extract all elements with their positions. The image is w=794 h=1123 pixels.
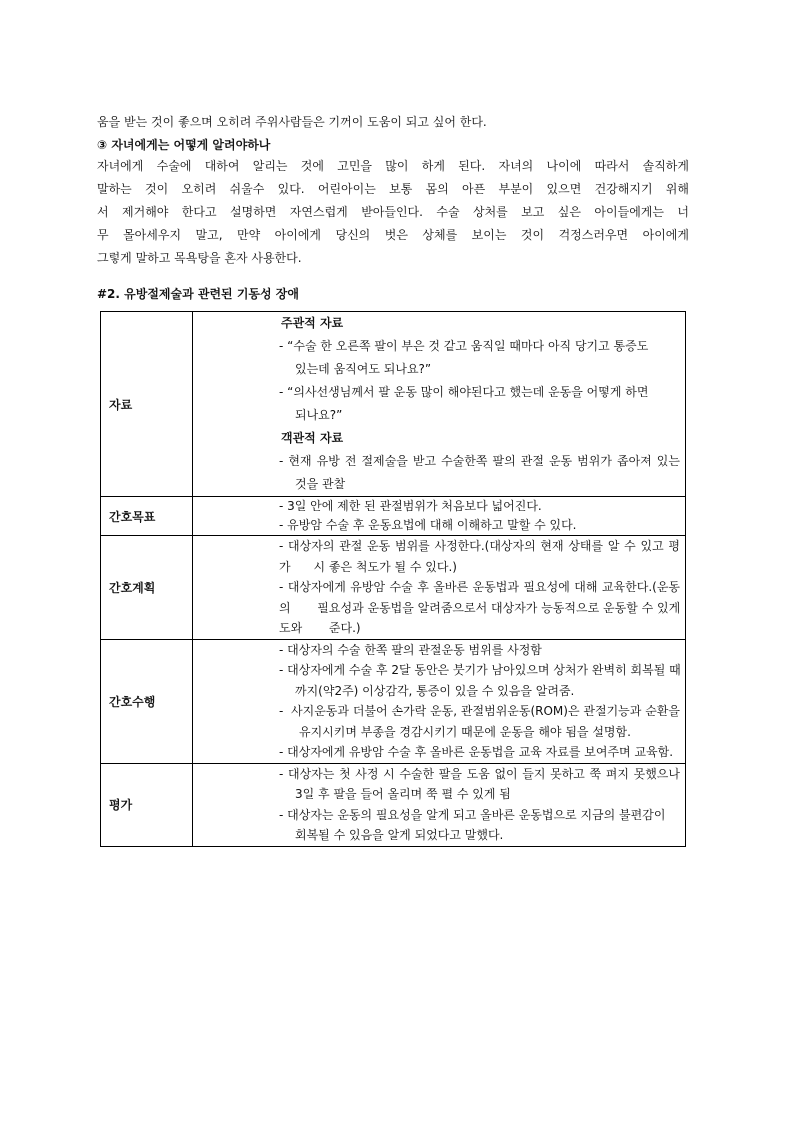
evaluation-line: 3일 후 팔을 들어 올리며 쭉 펼 수 있게 됨 bbox=[295, 787, 511, 801]
subjective-line: - “의사선생님께서 팔 운동 많이 해야된다고 했는데 운동을 어떻게 하면 bbox=[279, 385, 649, 399]
subjective-title: 주관적 자료 bbox=[281, 316, 344, 330]
section-title: #2. 유방절제술과 관련된 기동성 장애 bbox=[97, 287, 299, 301]
label-data: 자료 bbox=[101, 312, 193, 497]
label-evaluation: 평가 bbox=[101, 763, 193, 846]
paragraph-line: 그렇게 말하고 목욕탕을 혼자 사용한다. bbox=[97, 251, 302, 265]
row-data bbox=[101, 312, 686, 497]
implementation-line: 유지시키며 부종을 경감시키기 때문에 운동을 해야 됨을 설명함. bbox=[299, 724, 631, 739]
paragraph-line: 무 몰아세우지 말고, 만약 아이에게 당신의 벗은 상체를 보이는 것이 걱정스러우면 아이에게 bbox=[97, 228, 689, 242]
objective-title: 객관적 자료 bbox=[281, 431, 344, 445]
subjective-line: 있는데 움직여도 되나요?” bbox=[295, 362, 432, 376]
implementation-line: - 대상자의 수술 한쪽 팔의 관절운동 범위를 사정함 bbox=[279, 642, 542, 657]
evaluation-line: - 대상자는 운동의 필요성을 알게 되고 올바른 운동법으로 지금의 불편감이 bbox=[279, 807, 666, 822]
implementation-line: - 대상자에게 유방암 수술 후 올바른 운동법을 교육 자료를 보여주며 교육함. bbox=[279, 745, 674, 759]
row-goal bbox=[101, 497, 686, 536]
children-paragraph bbox=[97, 155, 689, 270]
cell-implementation bbox=[193, 639, 686, 763]
paragraph-line: 말하는 것이 오히려 쉬울수 있다. 어린아이는 보통 몸의 아픈 부분이 있으면 건강해지기 위해 bbox=[97, 182, 689, 196]
intro-line: 움을 받는 것이 좋으며 오히려 주위사람들은 기꺼이 도움이 되고 싶어 한다. bbox=[97, 115, 487, 129]
row-evaluation bbox=[101, 763, 686, 846]
goal-line: - 3일 안에 제한 된 관절범위가 처음보다 넓어진다. bbox=[279, 499, 542, 513]
row-implementation bbox=[101, 639, 686, 763]
objective-line: 것을 관찰 bbox=[295, 477, 346, 491]
evaluation-line: - 대상자는 첫 사정 시 수술한 팔을 도움 없이 들지 못하고 쭉 펴지 못했으나 bbox=[279, 766, 680, 781]
implementation-line: - 대상자에게 수술 후 2달 동안은 붓기가 남아있으며 상처가 완벽히 회복될 때 bbox=[279, 663, 681, 677]
label-implementation: 간호수행 bbox=[101, 639, 193, 763]
cell-goal bbox=[193, 497, 686, 536]
row-plan bbox=[101, 536, 686, 640]
paragraph-line: 서 제거해야 한다고 설명하면 자연스럽게 받아들인다. 수술 상처를 보고 싶은 아이들에게는 너 bbox=[97, 205, 689, 219]
nursing-plan-table bbox=[100, 311, 686, 847]
subjective-line: 되나요?” bbox=[295, 408, 343, 422]
plan-line: - 대상자의 관절 운동 범위를 사정한다.(대상자의 현재 상태를 알 수 있고 평 bbox=[279, 539, 680, 553]
subjective-line: - “수술 한 오른쪽 팔이 부은 것 같고 움직일 때마다 아직 당기고 통증도 bbox=[279, 339, 649, 353]
label-plan: 간호계획 bbox=[101, 536, 193, 640]
cell-plan bbox=[193, 536, 686, 640]
heading-children: ③ 자녀에게는 어떻게 알려야하나 bbox=[97, 138, 271, 152]
plan-line: - 대상자에게 유방암 수술 후 올바른 운동법과 필요성에 대해 교육한다.(운동 bbox=[279, 580, 680, 594]
implementation-line: 까지(약2주) 이상감각, 통증이 있을 수 있음을 알려줌. bbox=[295, 683, 575, 698]
objective-line: - 현재 유방 전 절제술을 받고 수술한쪽 팔의 관절 운동 범위가 좁아져 있는 bbox=[279, 454, 680, 468]
evaluation-line: 회복될 수 있음을 알게 되었다고 말했다. bbox=[295, 828, 504, 842]
intro-paragraph bbox=[97, 111, 689, 134]
cell-evaluation bbox=[193, 763, 686, 846]
paragraph-line: 자녀에게 수술에 대하여 알리는 것에 고민을 많이 하게 된다. 자녀의 나이에 따라서 솔직하게 bbox=[97, 159, 689, 173]
cell-data bbox=[193, 312, 686, 497]
goal-line: - 유방암 수술 후 운동요법에 대해 이해하고 말할 수 있다. bbox=[279, 518, 577, 532]
plan-line: 의 필요성과 운동법을 알려줌으로서 대상자가 능동적으로 운동할 수 있게 bbox=[279, 600, 681, 615]
implementation-line: - 사지운동과 더불어 손가락 운동, 관절범위운동(ROM)은 관절기능과 순환을 bbox=[279, 704, 680, 718]
label-goal: 간호목표 bbox=[101, 497, 193, 536]
plan-line: 도와 준다.) bbox=[279, 621, 361, 635]
plan-line: 가 시 좋은 척도가 될 수 있다.) bbox=[279, 559, 457, 574]
